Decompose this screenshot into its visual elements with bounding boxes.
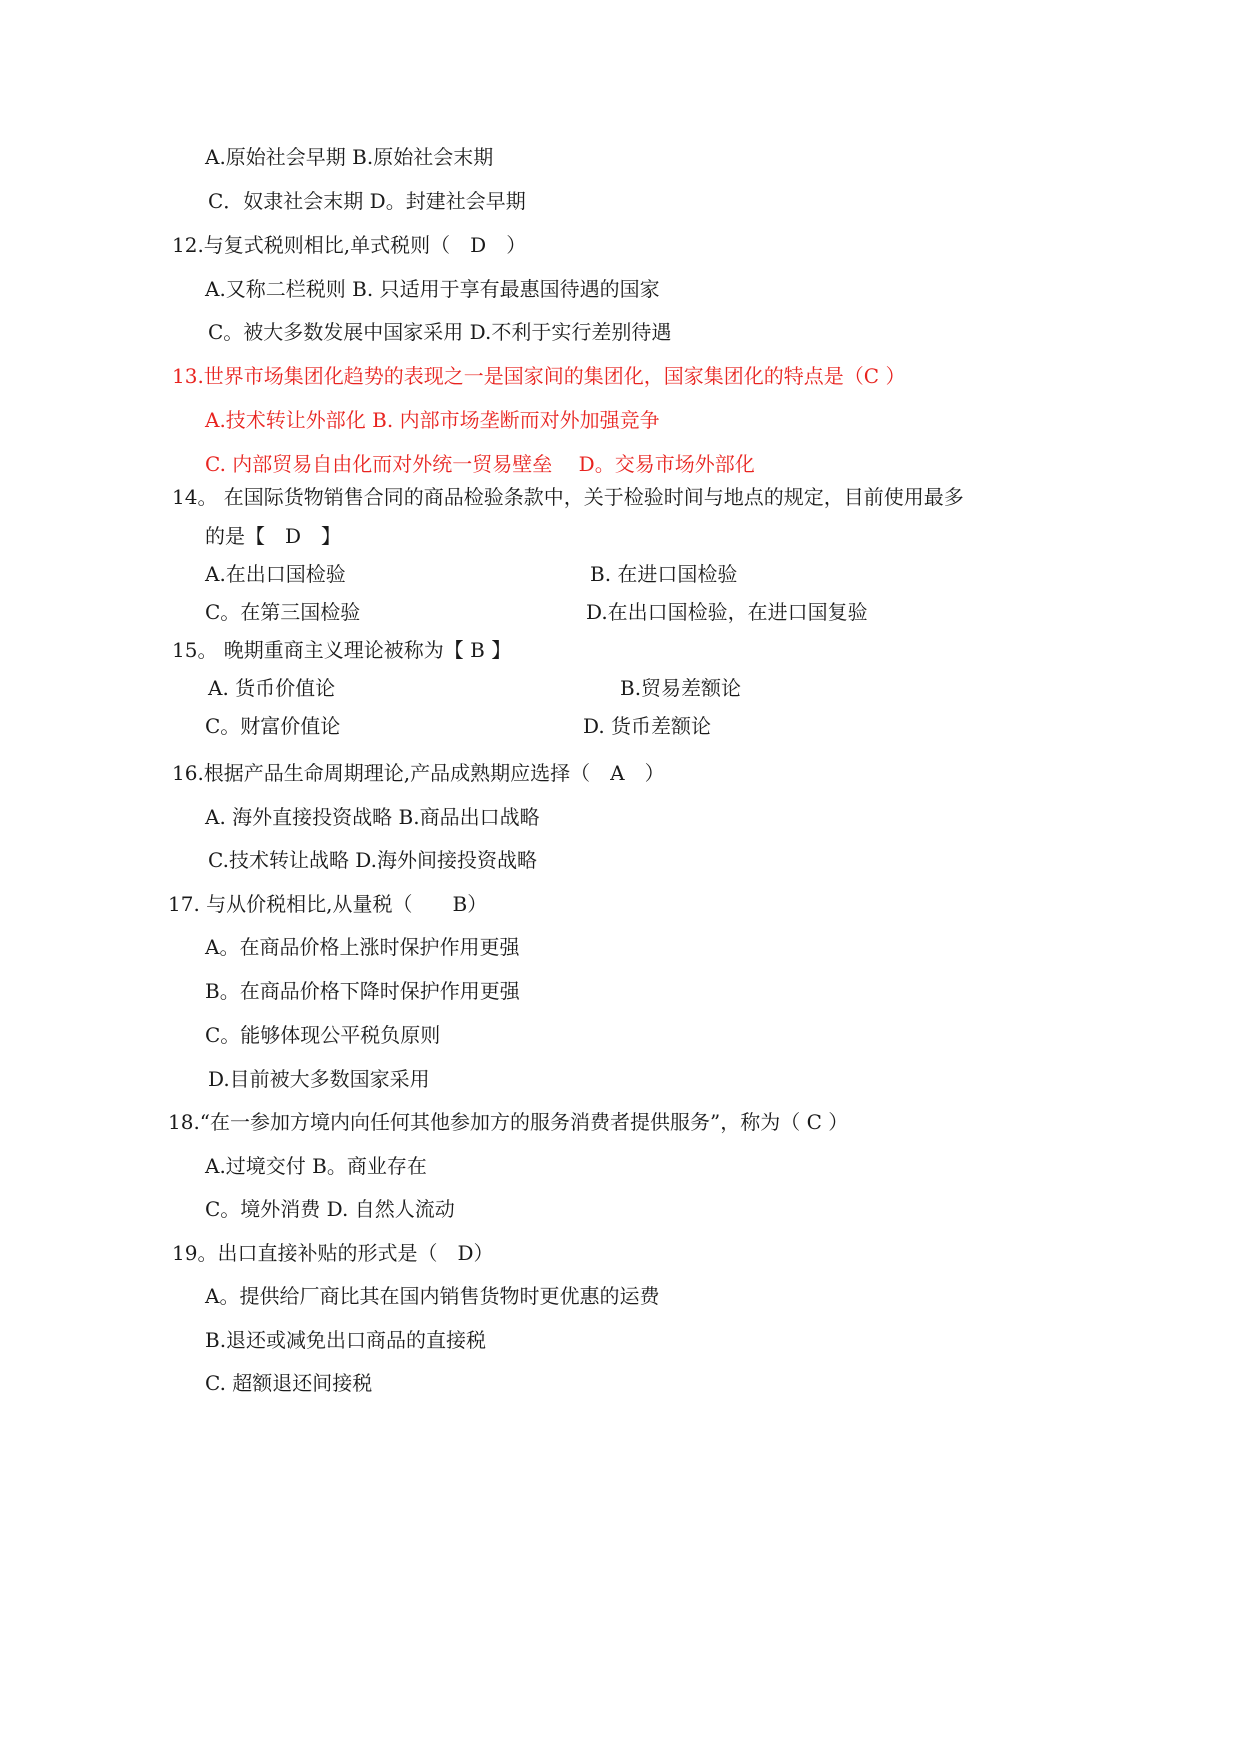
q15-option-a: A. 货币价值论 bbox=[208, 676, 336, 700]
q15-option-d: D. 货币差额论 bbox=[583, 714, 712, 738]
q15-stem: 15。 晚期重商主义理论被称为【 B 】 bbox=[172, 638, 512, 662]
q18-stem: 18.“在一参加方境内向任何其他参加方的服务消费者提供服务”，称为（ C ） bbox=[168, 1110, 849, 1134]
q18-options-ab: A.过境交付 B。商业存在 bbox=[205, 1154, 427, 1178]
q16-options-cd: C.技术转让战略 D.海外间接投资战略 bbox=[208, 848, 537, 872]
q16-options-ab: A. 海外直接投资战略 B.商品出口战略 bbox=[205, 805, 540, 829]
q17-option-a: A。在商品价格上涨时保护作用更强 bbox=[205, 935, 520, 959]
q16-stem: 16.根据产品生命周期理论,产品成熟期应选择（ A ） bbox=[172, 761, 665, 785]
q11-options-ab: A.原始社会早期 B.原始社会末期 bbox=[205, 145, 494, 169]
q17-option-d: D.目前被大多数国家采用 bbox=[208, 1067, 430, 1091]
q19-option-c: C. 超额退还间接税 bbox=[205, 1371, 373, 1395]
q14-stem-line2: 的是【 D 】 bbox=[205, 524, 342, 548]
q13-options-ab: A.技术转让外部化 B. 内部市场垄断而对外加强竞争 bbox=[205, 408, 660, 432]
q17-option-c: C。能够体现公平税负原则 bbox=[205, 1023, 441, 1047]
q18-options-cd: C。境外消费 D. 自然人流动 bbox=[205, 1197, 455, 1221]
q12-options-cd: C。被大多数发展中国家采用 D.不利于实行差别待遇 bbox=[208, 320, 672, 344]
q14-option-a: A.在出口国检验 bbox=[205, 562, 346, 586]
q14-stem-line1: 14。 在国际货物销售合同的商品检验条款中，关于检验时间与地点的规定，目前使用最多 bbox=[172, 485, 964, 509]
q15-option-c: C。财富价值论 bbox=[205, 714, 341, 738]
q19-option-b: B.退还或减免出口商品的直接税 bbox=[205, 1328, 487, 1352]
q13-options-cd: C. 内部贸易自由化而对外统一贸易壁垒 D。交易市场外部化 bbox=[205, 452, 755, 476]
q17-option-b: B。在商品价格下降时保护作用更强 bbox=[205, 979, 520, 1003]
q14-option-b: B. 在进口国检验 bbox=[590, 562, 738, 586]
q19-stem: 19。出口直接补贴的形式是（ D） bbox=[172, 1241, 494, 1265]
q14-option-c: C。在第三国检验 bbox=[205, 600, 361, 624]
q13-stem: 13.世界市场集团化趋势的表现之一是国家间的集团化，国家集团化的特点是（C ） bbox=[172, 364, 906, 388]
q15-option-b: B.贸易差额论 bbox=[620, 676, 742, 700]
q12-options-ab: A.又称二栏税则 B. 只适用于享有最惠国待遇的国家 bbox=[205, 277, 660, 301]
q14-option-d: D.在出口国检验，在进口国复验 bbox=[586, 600, 868, 624]
q19-option-a: A。提供给厂商比其在国内销售货物时更优惠的运费 bbox=[205, 1284, 660, 1308]
q11-options-cd: C．奴隶社会末期 D。封建社会早期 bbox=[208, 189, 526, 213]
q12-stem: 12.与复式税则相比,单式税则（ D ） bbox=[172, 233, 527, 257]
q17-stem: 17. 与从价税相比,从量税（ B） bbox=[168, 892, 488, 916]
